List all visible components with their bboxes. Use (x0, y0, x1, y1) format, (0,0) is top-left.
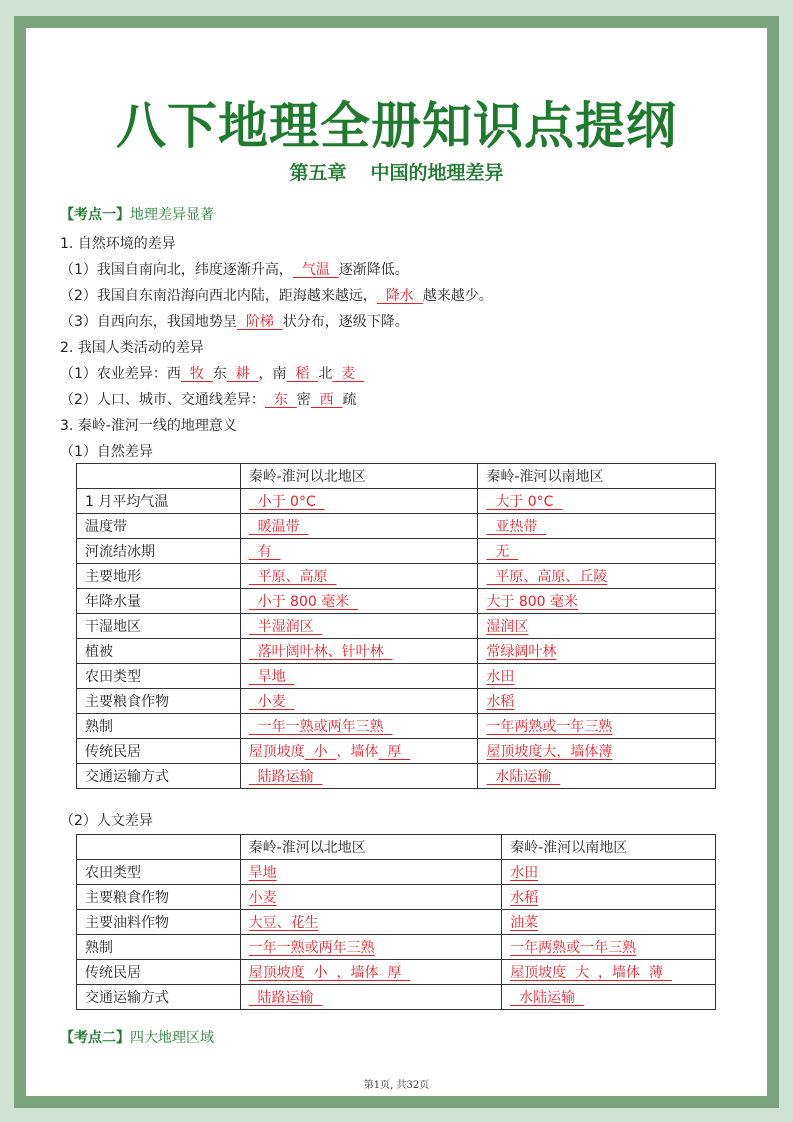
south-value: 常绿阔叶林 (486, 644, 557, 660)
north-value: 一年一熟或两年三熟 (248, 940, 375, 956)
document-title: 八下地理全册知识点提纲 (116, 97, 677, 155)
north-value: 屋顶坡度 (248, 965, 305, 981)
header-cell (77, 835, 241, 860)
north-value-cell (240, 614, 478, 639)
north-value: 有 (248, 544, 281, 560)
table-header-row (77, 464, 716, 489)
table-row (77, 985, 716, 1010)
section-1-line-1 (60, 259, 409, 279)
document-page (26, 28, 767, 1096)
south-value-cell (478, 739, 716, 764)
south-value-cell (478, 664, 716, 689)
chapter-name: 中国的地理差异 (370, 162, 504, 184)
north-value: 旱地 (248, 865, 277, 881)
south-value: 一年两熟或一年三熟 (486, 719, 613, 735)
line-text: 东 (212, 366, 227, 382)
south-value-cell (478, 539, 716, 564)
page-footer: 第1页, 共32页 (363, 1080, 430, 1091)
table-row (77, 910, 716, 935)
north-value: 屋顶坡度 (248, 744, 305, 760)
natural-diff-heading: （1）自然差异 (60, 444, 153, 460)
header-cell-south: 秦岭-淮河以南地区 (502, 835, 716, 860)
table-row (77, 714, 716, 739)
row-label-cell: 植被 (77, 639, 241, 664)
table-row (77, 539, 716, 564)
table-row (77, 860, 716, 885)
section-1-line-2 (60, 285, 493, 305)
north-value: 暖温带 (248, 519, 309, 535)
row-label-cell: 主要地形 (77, 564, 241, 589)
table-row (77, 614, 716, 639)
south-value-cell (502, 935, 716, 960)
row-label-cell: 温度带 (77, 514, 241, 539)
north-value-cell (240, 564, 478, 589)
south-value-cell (478, 764, 716, 789)
row-label-cell: 年降水量 (77, 589, 241, 614)
south-value: 水田 (510, 865, 539, 881)
row-label-cell: 1 月平均气温 (77, 489, 241, 514)
header-cell-north: 秦岭-淮河以北地区 (240, 835, 502, 860)
south-value: ，墙体 (598, 965, 640, 981)
north-value: 厚 (378, 965, 411, 981)
row-label-cell: 干湿地区 (77, 614, 241, 639)
north-value: 小麦 (248, 694, 295, 710)
answer-blank: 耕 (226, 366, 259, 382)
north-value-cell (240, 960, 502, 985)
answer-blank: 气温 (292, 262, 339, 278)
row-label-cell: 农田类型 (77, 664, 241, 689)
south-value: 水陆运输 (510, 990, 584, 1006)
south-value: 薄 (640, 965, 672, 981)
line-text: （2）我国自东南沿海向西北内陆，距海越来越远， (60, 288, 377, 304)
line-text: 越来越少。 (422, 288, 493, 304)
south-value: 平原、高原、丘陵 (486, 569, 608, 585)
line-text: （3）自西向东，我国地势呈 (60, 314, 237, 330)
line-text: 疏 (342, 392, 357, 408)
table-row (77, 564, 716, 589)
table-row (77, 689, 716, 714)
north-value: 落叶阔叶林、针叶林 (248, 644, 393, 660)
north-value-cell (240, 910, 502, 935)
kaodian-2-text: 四大地理区域 (130, 1030, 214, 1046)
kaodian-2-heading (60, 1027, 214, 1047)
north-value: 旱地 (248, 669, 295, 685)
north-value-cell (240, 664, 478, 689)
south-value-cell (478, 589, 716, 614)
kaodian-1-bracket: 【考点一】 (60, 207, 130, 223)
table-row (77, 514, 716, 539)
north-value-cell (240, 739, 478, 764)
line-text: 密 (296, 392, 311, 408)
answer-blank: 麦 (332, 366, 365, 382)
section-2-line-2 (60, 389, 357, 409)
south-value-cell (478, 564, 716, 589)
south-value: 无 (486, 544, 519, 560)
table-row (77, 589, 716, 614)
north-value: 小于 0°C (248, 494, 325, 510)
row-label-cell: 交通运输方式 (77, 985, 241, 1010)
line-text: （2）人口、城市、交通线差异： (60, 392, 265, 408)
table-row (77, 639, 716, 664)
south-value-cell (502, 885, 716, 910)
line-text: 逐渐降低。 (338, 262, 409, 278)
row-label-cell: 主要粮食作物 (77, 689, 241, 714)
row-label-cell: 农田类型 (77, 860, 241, 885)
table-header-row (77, 835, 716, 860)
line-text: 北 (318, 366, 333, 382)
answer-blank: 阶梯 (236, 314, 283, 330)
south-value: 亚热带 (486, 519, 547, 535)
north-value: ，墙体 (336, 744, 379, 760)
line-text: （1）农业差异：西 (60, 366, 181, 382)
north-value-cell (240, 539, 478, 564)
table-row (77, 739, 716, 764)
south-value-cell (502, 860, 716, 885)
row-label-cell: 河流结冰期 (77, 539, 241, 564)
kaodian-2-bracket: 【考点二】 (60, 1030, 130, 1046)
north-value: 大豆、花生 (248, 915, 319, 931)
south-value-cell (478, 639, 716, 664)
south-value-cell (502, 910, 716, 935)
row-label-cell: 熟制 (77, 714, 241, 739)
south-value: 屋顶坡度大，墙体薄 (486, 744, 613, 760)
table-row (77, 489, 716, 514)
chapter-heading (26, 158, 767, 185)
north-value-cell (240, 489, 478, 514)
north-value-cell (240, 764, 478, 789)
row-label-cell: 熟制 (77, 935, 241, 960)
south-value-cell (478, 514, 716, 539)
human-diff-table (76, 834, 716, 1010)
row-label-cell: 主要粮食作物 (77, 885, 241, 910)
south-value: 一年两熟或一年三熟 (510, 940, 637, 956)
south-value: 大 (566, 965, 598, 981)
table-row (77, 935, 716, 960)
north-value: 一年一熟或两年三熟 (248, 719, 393, 735)
section-2-line-1 (60, 363, 364, 383)
north-value: 陆路运输 (248, 769, 323, 785)
north-value-cell (240, 514, 478, 539)
row-label-cell: 交通运输方式 (77, 764, 241, 789)
south-value: 水陆运输 (486, 769, 561, 785)
north-value-cell (240, 885, 502, 910)
north-value: 平原、高原 (248, 569, 337, 585)
section-1-line-3 (60, 311, 409, 331)
table-row (77, 960, 716, 985)
answer-blank: 稻 (286, 366, 319, 382)
south-value: 湿润区 (486, 619, 529, 635)
line-text: （1）我国自南向北，纬度逐渐升高， (60, 262, 293, 278)
south-value: 油菜 (510, 915, 539, 931)
south-value: 水稻 (486, 694, 515, 710)
section-1-heading: 1. 自然环境的差异 (60, 236, 176, 252)
table-row (77, 764, 716, 789)
south-value: 屋顶坡度 (510, 965, 567, 981)
south-value-cell (478, 614, 716, 639)
north-value-cell (240, 935, 502, 960)
north-value: 小 (304, 744, 337, 760)
header-cell-south: 秦岭-淮河以南地区 (478, 464, 716, 489)
section-2-heading: 2. 我国人类活动的差异 (60, 340, 204, 356)
north-value-cell (240, 985, 502, 1010)
south-value: 水田 (486, 669, 515, 685)
north-value: 厚 (378, 744, 411, 760)
table-row (77, 885, 716, 910)
row-label-cell: 主要油料作物 (77, 910, 241, 935)
header-cell (77, 464, 241, 489)
line-text: 状分布，逐级下降。 (282, 314, 409, 330)
south-value-cell (478, 489, 716, 514)
answer-blank: 西 (310, 392, 343, 408)
south-value: 大于 0°C (486, 494, 563, 510)
answer-blank: 降水 (376, 288, 423, 304)
answer-blank: 牧 (180, 366, 213, 382)
south-value: 水稻 (510, 890, 539, 906)
north-value-cell (240, 589, 478, 614)
north-value-cell (240, 689, 478, 714)
kaodian-1-text: 地理差异显著 (130, 207, 214, 223)
north-value: 小 (304, 965, 337, 981)
south-value: 大于 800 毫米 (486, 594, 579, 610)
north-value: 半湿润区 (248, 619, 323, 635)
header-cell-north: 秦岭-淮河以北地区 (240, 464, 478, 489)
answer-blank: 东 (264, 392, 297, 408)
north-value-cell (240, 860, 502, 885)
human-diff-heading: （2）人文差异 (60, 813, 153, 829)
south-value-cell (502, 985, 716, 1010)
north-value: ，墙体 (336, 965, 379, 981)
natural-diff-table (76, 463, 716, 789)
north-value: 小于 800 毫米 (248, 594, 359, 610)
row-label-cell: 传统民居 (77, 960, 241, 985)
north-value: 陆路运输 (248, 990, 323, 1006)
row-label-cell: 传统民居 (77, 739, 241, 764)
south-value-cell (502, 960, 716, 985)
kaodian-1-heading (60, 204, 214, 224)
chapter-number: 第五章 (289, 162, 347, 184)
north-value-cell (240, 639, 478, 664)
south-value-cell (478, 689, 716, 714)
line-text: ，南 (258, 366, 287, 382)
table-row (77, 664, 716, 689)
section-3-heading: 3. 秦岭-淮河一线的地理意义 (60, 418, 237, 434)
south-value-cell (478, 714, 716, 739)
north-value: 小麦 (248, 890, 277, 906)
north-value-cell (240, 714, 478, 739)
